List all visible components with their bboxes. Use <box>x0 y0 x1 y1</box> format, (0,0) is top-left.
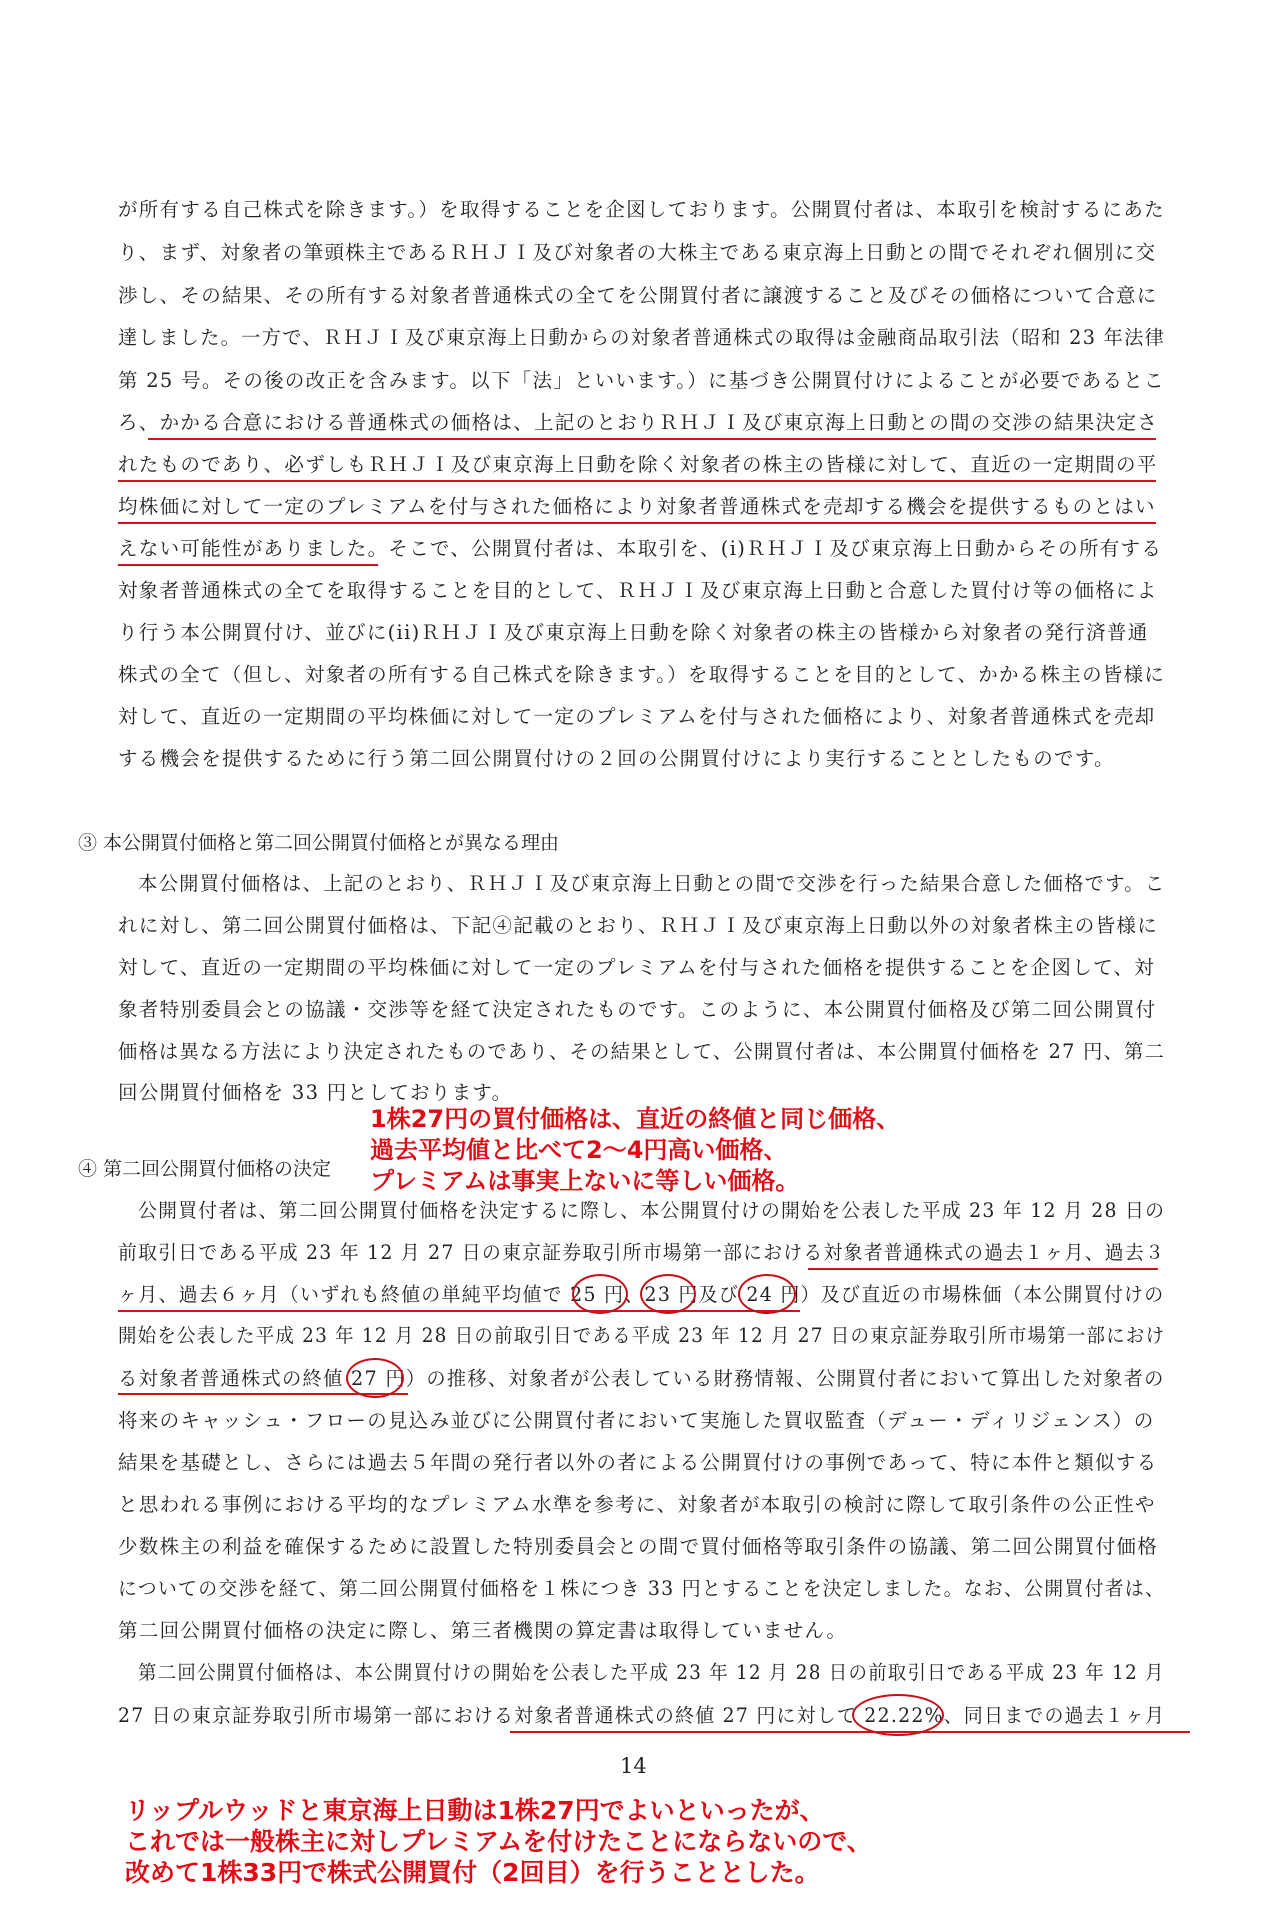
section3-heading: ③ 本公開買付価格と第二回公開買付価格とが異なる理由 <box>78 832 560 854</box>
section3-line: れに対し、第二回公開買付価格は、下記④記載のとおり、ＲＨＪＩ及び東京海上日動以外の対象者株主の皆様に <box>118 914 1159 937</box>
paragraph1-line: えない可能性がありました。そこで、公開買付者は、本取引を、(i)ＲＨＪＩ及び東京海上日動からその所有する <box>118 537 1163 560</box>
section4-line: 公開買付者は、第二回公開買付価格を決定するに際し、本公開買付けの開始を公表した平成 23 年 12 月 28 日の <box>138 1199 1166 1222</box>
section3-line: 価格は異なる方法により決定されたものであり、その結果として、公開買付者は、本公開買付価格を 27 円、第二 <box>118 1040 1166 1063</box>
paragraph1-line: 渉し、その結果、その所有する対象者普通株式の全てを公開買付者に譲渡すること及びその価格について合意に <box>118 284 1158 307</box>
red-underline <box>118 522 1156 524</box>
red-annotation-top <box>370 1104 900 1197</box>
section3-line: 象者特別委員会との協議・交渉等を経て決定されたものです。このように、本公開買付価格及び第二回公開買付 <box>118 998 1157 1021</box>
red-underline <box>118 564 378 566</box>
section4-line: 結果を基礎とし、さらには過去５年間の発行者以外の者による公開買付けの事例であって、特に本件と類似する <box>118 1451 1158 1474</box>
red-underline <box>148 438 1156 440</box>
paragraph1-line: が所有する自己株式を除きます。）を取得することを企図しております。公開買付者は、本取引を検討するにあた <box>118 198 1165 221</box>
red-annotation-bottom <box>125 1795 872 1888</box>
annotation-line: これでは一般株主に対しプレミアムを付けたことにならないので、 <box>125 1827 872 1856</box>
red-underline <box>808 1268 1158 1270</box>
page-number: 14 <box>620 1754 647 1778</box>
annotation-line: 過去平均値と比べて2～4円高い価格、 <box>370 1136 788 1164</box>
paragraph1-line: れたものであり、必ずしもＲＨＪＩ及び東京海上日動を除く対象者の株主の皆様に対して、直近の一定期間の平 <box>118 453 1158 476</box>
paragraph1-line: 均株価に対して一定のプレミアムを付与された価格により対象者普通株式を売却する機会を提供するものとはい <box>118 495 1156 518</box>
paragraph1-line: 達しました。一方で、ＲＨＪＩ及び東京海上日動からの対象者普通株式の取得は金融商品取引法（昭和 23 年法律 <box>118 326 1166 349</box>
section3-line: 本公開買付価格は、上記のとおり、ＲＨＪＩ及び東京海上日動との間で交渉を行った結果合意した価格です。こ <box>138 872 1166 895</box>
annotation-line: リップルウッドと東京海上日動は1株27円でよいといったが、 <box>125 1796 825 1825</box>
paragraph1-line: する機会を提供するために行う第二回公開買付けの２回の公開買付けにより実行することとしたものです。 <box>118 747 1115 770</box>
percent-circle <box>852 1694 944 1736</box>
red-underline <box>118 480 1156 482</box>
price-circle <box>738 1274 796 1314</box>
paragraph1-line: り行う本公開買付け、並びに(ii)ＲＨＪＩ及び東京海上日動を除く対象者の株主の皆様から対象者の発行済普通 <box>118 621 1149 644</box>
paragraph1-line: り、まず、対象者の筆頭株主であるＲＨＪＩ及び対象者の大株主である東京海上日動との間でそれぞれ個別に交 <box>118 241 1157 264</box>
annotation-line: 改めて1株33円で株式公開買付（2回目）を行うこととした。 <box>125 1858 820 1887</box>
paragraph1-line: 株式の全て（但し、対象者の所有する自己株式を除きます。）を取得することを目的として、かかる株主の皆様に <box>118 663 1166 686</box>
section4-line: 第二回公開買付価格は、本公開買付けの開始を公表した平成 23 年 12 月 28 日の前取引日である平成 23 年 12 月 <box>138 1661 1165 1684</box>
paragraph1-line: 第 25 号。その後の改正を含みます。以下「法」といいます。）に基づき公開買付けによることが必要であるとこ <box>118 369 1165 392</box>
section4-line: 第二回公開買付価格の決定に際し、第三者機関の算定書は取得していません。 <box>118 1619 848 1642</box>
paragraph1-line: 対象者普通株式の全てを取得することを目的として、ＲＨＪＩ及び東京海上日動と合意した買付け等の価格によ <box>118 579 1158 602</box>
paragraph1-line: 対して、直近の一定期間の平均株価に対して一定のプレミアムを付与された価格により、対象者普通株式を売却 <box>118 705 1156 728</box>
price-circle <box>346 1358 404 1398</box>
section4-line: る対象者普通株式の終値 27 円）の推移、対象者が公表している財務情報、公開買付者において算出した対象者の <box>118 1367 1165 1390</box>
section4-heading: ④ 第二回公開買付価格の決定 <box>78 1158 332 1180</box>
section4-line: 開始を公表した平成 23 年 12 月 28 日の前取引日である平成 23 年 12 月 27 日の東京証券取引所市場第一部におけ <box>118 1324 1166 1347</box>
section3-line: 回公開買付価格を 33 円としております。 <box>118 1081 513 1104</box>
red-underline <box>118 1310 800 1312</box>
section3-line: 対して、直近の一定期間の平均株価に対して一定のプレミアムを付与された価格を提供することを企図して、対 <box>118 956 1156 979</box>
section4-line: 27 日の東京証券取引所市場第一部における対象者普通株式の終値 27 円に対して 22.22%、同日までの過去１ヶ月 <box>118 1704 1166 1727</box>
price-circle <box>572 1274 628 1314</box>
annotation-line: 1株27円の買付価格は、直近の終値と同じ価格、 <box>370 1105 901 1133</box>
section4-line: ヶ月、過去６ヶ月（いずれも終値の単純平均値で 25 円、23 円及び 24 円）及び直近の市場株価（本公開買付けの <box>118 1283 1165 1306</box>
paragraph1-line: ろ、かかる合意における普通株式の価格は、上記のとおりＲＨＪＩ及び東京海上日動との間の交渉の結果決定さ <box>118 411 1158 434</box>
section4-line: 前取引日である平成 23 年 12 月 27 日の東京証券取引所市場第一部における対象者普通株式の過去１ヶ月、過去３ <box>118 1241 1166 1264</box>
section4-line: についての交渉を経て、第二回公開買付価格を１株につき 33 円とすることを決定しました。なお、公開買付者は、 <box>118 1577 1166 1600</box>
price-circle <box>640 1274 696 1314</box>
section4-line: 少数株主の利益を確保するために設置した特別委員会との間で買付価格等取引条件の協議、第二回公開買付価格 <box>118 1535 1158 1558</box>
annotation-line: プレミアムは事実上ないに等しい価格。 <box>370 1167 800 1195</box>
section4-line: と思われる事例における平均的なプレミアム水準を参考に、対象者が本取引の検討に際して取引条件の公正性や <box>118 1493 1156 1516</box>
section4-line: 将来のキャッシュ・フローの見込み並びに公開買付者において実施した買収監査（デュー・ディリジェンス）の <box>118 1409 1155 1432</box>
red-underline <box>510 1731 1190 1733</box>
